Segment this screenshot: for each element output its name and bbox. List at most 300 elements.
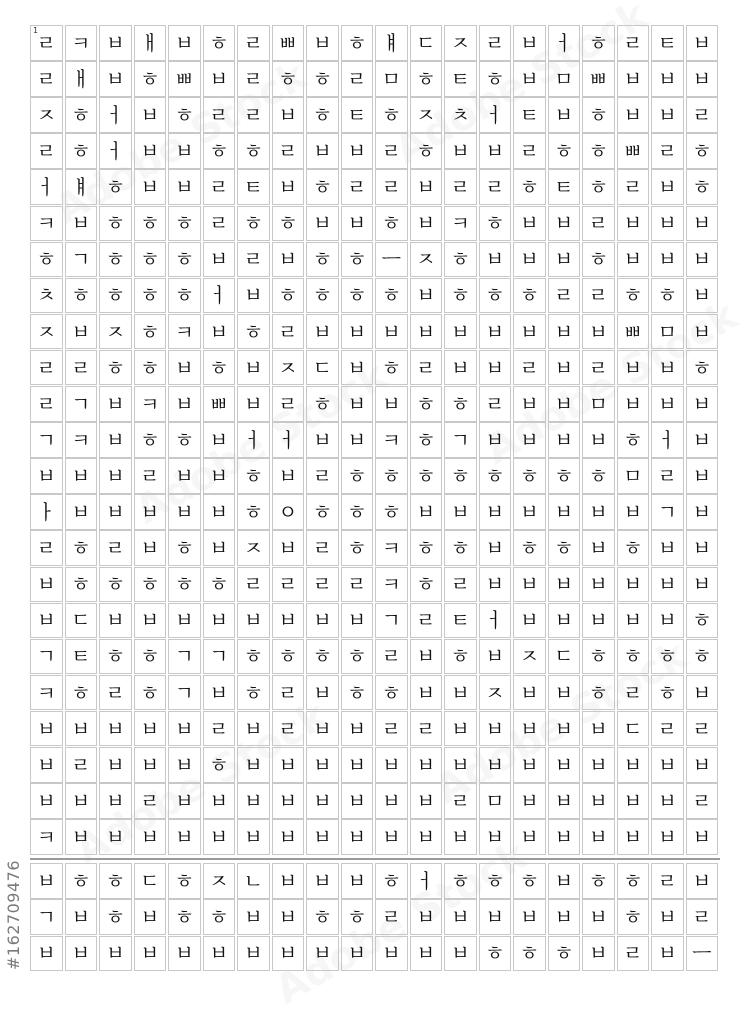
glyph-cell: ㅂ — [686, 530, 719, 566]
glyph-cell: ㅂ — [341, 206, 374, 242]
glyph-cell: ㄹ — [272, 314, 305, 350]
glyph-cell: ㅂ — [410, 819, 443, 855]
glyph-cell: ㅈ — [203, 863, 236, 899]
glyph-cell: ㅂ — [513, 899, 546, 935]
glyph-cell: ㅎ — [134, 350, 167, 386]
glyph-cell: ㅎ — [237, 458, 270, 494]
glyph-cell: ㅎ — [306, 494, 339, 530]
glyph-cell: ㅂ — [203, 458, 236, 494]
glyph-cell: ㅂ — [272, 603, 305, 639]
glyph-cell: ㅎ — [203, 350, 236, 386]
glyph-cell: ㅓ — [548, 25, 581, 61]
glyph-cell: ㅂ — [65, 819, 98, 855]
glyph-cell: ㅓ — [651, 422, 684, 458]
glyph-cell: ㅎ — [272, 61, 305, 97]
glyph-cell: ㅈ — [479, 675, 512, 711]
glyph-cell: ㅁ — [375, 61, 408, 97]
glyph-cell: ㅎ — [375, 863, 408, 899]
glyph-cell: ㅂ — [651, 350, 684, 386]
glyph-cell: ㄹ — [444, 169, 477, 205]
glyph-cell: ㅎ — [444, 386, 477, 422]
glyph-cell: ㅂ — [203, 819, 236, 855]
glyph-cell: ㅡ — [686, 936, 719, 972]
glyph-cell: ㅓ — [410, 863, 443, 899]
glyph-cell: ㅎ — [272, 206, 305, 242]
glyph-cell: ㅓ — [272, 422, 305, 458]
glyph-cell: ㄹ — [134, 783, 167, 819]
glyph-cell: ㅂ — [30, 783, 63, 819]
glyph-cell: ㅂ — [203, 242, 236, 278]
glyph-cell: ㅂ — [237, 819, 270, 855]
glyph-cell: ㅂ — [582, 603, 615, 639]
glyph-cell: ㅎ — [65, 567, 98, 603]
glyph-cell: ㅂ — [272, 863, 305, 899]
glyph-cell: ㅂ — [410, 278, 443, 314]
glyph-cell: ㅐ — [134, 25, 167, 61]
glyph-cell: ㅎ — [410, 61, 443, 97]
glyph-cell: ㅂ — [341, 747, 374, 783]
glyph-cell: ㅂ — [686, 422, 719, 458]
glyph-cell: ㅎ — [444, 458, 477, 494]
glyph-cell: ㅂ — [479, 133, 512, 169]
glyph-cell: ㅈ — [410, 242, 443, 278]
glyph-cell: ㅂ — [479, 711, 512, 747]
glyph-cell: ㅂ — [30, 567, 63, 603]
glyph-cell: ㅎ — [444, 278, 477, 314]
glyph-cell: ㅎ — [375, 350, 408, 386]
glyph-cell: ㅎ — [99, 169, 132, 205]
glyph-cell: ㄹ — [237, 567, 270, 603]
glyph-cell: ㄹ — [237, 61, 270, 97]
glyph-cell: ㅂ — [99, 422, 132, 458]
glyph-cell: ㄴ — [237, 863, 270, 899]
glyph-grid — [30, 25, 720, 965]
glyph-cell: ㅎ — [513, 278, 546, 314]
glyph-cell: ㅂ — [375, 783, 408, 819]
glyph-cell: ㅎ — [306, 386, 339, 422]
glyph-cell: ㅎ — [30, 242, 63, 278]
glyph-cell: ㅂ — [203, 494, 236, 530]
glyph-cell: ㅓ — [99, 133, 132, 169]
glyph-cell: ㅁ — [479, 783, 512, 819]
glyph-cell: ㅂ — [617, 61, 650, 97]
glyph-cell: ㅎ — [341, 458, 374, 494]
glyph-cell: ㅎ — [237, 639, 270, 675]
glyph-cell: ㅎ — [134, 639, 167, 675]
glyph-cell: ㅎ — [341, 25, 374, 61]
band-divider — [30, 858, 720, 860]
glyph-cell: ㅂ — [341, 819, 374, 855]
glyph-cell: ㅁ — [582, 386, 615, 422]
glyph-cell: ㅂ — [168, 819, 201, 855]
glyph-cell: ㅂ — [410, 783, 443, 819]
glyph-cell: ㅎ — [341, 242, 374, 278]
glyph-cell: ㄹ — [237, 25, 270, 61]
glyph-cell: ㅂ — [375, 386, 408, 422]
glyph-cell: ㅓ — [203, 278, 236, 314]
glyph-cell: ㅂ — [410, 206, 443, 242]
glyph-cell: ㅂ — [479, 494, 512, 530]
glyph-cell: ㅓ — [99, 97, 132, 133]
glyph-cell: ㄹ — [272, 133, 305, 169]
glyph-cell: ㄷ — [306, 350, 339, 386]
glyph-cell: ㅂ — [617, 206, 650, 242]
glyph-cell: ㅂ — [582, 422, 615, 458]
glyph-cell: ㅂ — [651, 206, 684, 242]
glyph-cell: ㅂ — [99, 936, 132, 972]
glyph-cell: ㅎ — [168, 863, 201, 899]
glyph-cell: ㅂ — [272, 936, 305, 972]
glyph-cell: ㅂ — [30, 458, 63, 494]
glyph-cell: ㅋ — [30, 206, 63, 242]
glyph-cell: ㅂ — [168, 936, 201, 972]
glyph-cell: ㅂ — [306, 314, 339, 350]
glyph-cell: ㄱ — [203, 639, 236, 675]
glyph-cell: ㅂ — [548, 863, 581, 899]
glyph-cell: ㄹ — [375, 169, 408, 205]
glyph-cell: ㅎ — [272, 639, 305, 675]
glyph-cell: ㅂ — [651, 567, 684, 603]
glyph-cell: ㅎ — [65, 863, 98, 899]
glyph-cell: ㅂ — [582, 783, 615, 819]
glyph-cell: ㅋ — [168, 314, 201, 350]
glyph-cell: ㄹ — [272, 711, 305, 747]
glyph-cell: ㅎ — [306, 97, 339, 133]
glyph-cell: ㅂ — [686, 567, 719, 603]
glyph-cell: ㅂ — [444, 747, 477, 783]
glyph-cell: ㅂ — [306, 819, 339, 855]
glyph-cell: ㄷ — [548, 639, 581, 675]
glyph-cell: ㄱ — [30, 639, 63, 675]
glyph-cell: ㅎ — [686, 133, 719, 169]
glyph-cell: ㅎ — [99, 899, 132, 935]
glyph-cell: ㅎ — [686, 603, 719, 639]
glyph-cell: ㅊ — [30, 278, 63, 314]
glyph-cell: ㅂ — [237, 936, 270, 972]
glyph-cell: ㅂ — [651, 936, 684, 972]
glyph-cell: ㄹ — [479, 169, 512, 205]
glyph-cell: ㅂ — [617, 747, 650, 783]
glyph-cell: ㅎ — [375, 458, 408, 494]
glyph-cell: ㅋ — [65, 25, 98, 61]
glyph-cell: ㅂ — [582, 494, 615, 530]
glyph-cell: ㅎ — [548, 458, 581, 494]
glyph-cell: ㅎ — [203, 899, 236, 935]
glyph-cell: ㅈ — [237, 530, 270, 566]
glyph-cell: ㄹ — [272, 567, 305, 603]
glyph-cell: ㄹ — [306, 530, 339, 566]
glyph-cell: ㅂ — [479, 314, 512, 350]
glyph-cell: ㅂ — [617, 242, 650, 278]
glyph-cell: ㅎ — [168, 422, 201, 458]
glyph-cell: ㅎ — [651, 639, 684, 675]
glyph-cell: ㅎ — [341, 899, 374, 935]
glyph-cell: ㅎ — [582, 242, 615, 278]
glyph-cell: ㅂ — [513, 675, 546, 711]
glyph-cell: ㅎ — [686, 639, 719, 675]
glyph-cell: ㄹ — [99, 530, 132, 566]
glyph-cell: ㅎ — [617, 863, 650, 899]
glyph-cell: ㅂ — [444, 350, 477, 386]
glyph-cell: ㅈ — [99, 314, 132, 350]
glyph-cell: ㅂ — [99, 603, 132, 639]
glyph-cell: ㄹ — [30, 530, 63, 566]
glyph-cell: ㅎ — [617, 278, 650, 314]
glyph-cell: ㅎ — [582, 169, 615, 205]
glyph-cell: ㅂ — [582, 747, 615, 783]
glyph-cell: ㅎ — [513, 863, 546, 899]
glyph-cell: ㅏ — [30, 494, 63, 530]
glyph-cell: ㄹ — [617, 675, 650, 711]
glyph-cell: ㅂ — [375, 314, 408, 350]
glyph-cell: ㅁ — [617, 458, 650, 494]
glyph-cell: ㅂ — [30, 863, 63, 899]
glyph-cell: ㄷ — [65, 603, 98, 639]
glyph-cell: ㅂ — [686, 747, 719, 783]
glyph-cell: ㅂ — [306, 133, 339, 169]
glyph-cell: ㅂ — [582, 711, 615, 747]
glyph-cell: ㄹ — [272, 386, 305, 422]
glyph-cell: ㄹ — [375, 133, 408, 169]
glyph-cell: ㅂ — [99, 494, 132, 530]
glyph-cell: ㅎ — [65, 530, 98, 566]
glyph-cell: ㅂ — [548, 711, 581, 747]
glyph-cell: ㄹ — [306, 458, 339, 494]
glyph-cell: ㅂ — [444, 494, 477, 530]
glyph-cell: ㄹ — [65, 747, 98, 783]
glyph-cell: ㅂ — [686, 819, 719, 855]
glyph-cell: ㄹ — [651, 863, 684, 899]
glyph-cell: ㄹ — [617, 169, 650, 205]
glyph-cell: ㅂ — [548, 675, 581, 711]
glyph-cell: ㅎ — [651, 675, 684, 711]
glyph-cell: ㄹ — [410, 711, 443, 747]
glyph-cell: ㅂ — [444, 819, 477, 855]
glyph-cell: ㅂ — [237, 783, 270, 819]
glyph-cell: ㅎ — [617, 530, 650, 566]
glyph-cell: ㅎ — [513, 458, 546, 494]
glyph-cell: ㅎ — [341, 639, 374, 675]
glyph-cell: ㅎ — [237, 206, 270, 242]
glyph-cell: ㅎ — [237, 675, 270, 711]
glyph-cell: ㄹ — [582, 350, 615, 386]
glyph-cell: ㅂ — [548, 206, 581, 242]
glyph-cell: ㅎ — [479, 206, 512, 242]
glyph-cell: ㅎ — [237, 133, 270, 169]
glyph-cell: ㄹ — [306, 567, 339, 603]
glyph-cell: ㅂ — [168, 711, 201, 747]
glyph-cell: ㅂ — [168, 747, 201, 783]
glyph-cell: ㅎ — [444, 639, 477, 675]
glyph-cell: ㅂ — [341, 133, 374, 169]
glyph-cell: ㅋ — [375, 530, 408, 566]
glyph-cell: ㄹ — [375, 711, 408, 747]
glyph-cell: ㅂ — [341, 783, 374, 819]
glyph-cell: ㅂ — [134, 936, 167, 972]
glyph-cell: ㄹ — [410, 603, 443, 639]
glyph-cell: ㅒ — [375, 25, 408, 61]
glyph-cell: ㅎ — [410, 133, 443, 169]
glyph-cell: ㅂ — [30, 747, 63, 783]
glyph-cell: ㅂ — [513, 422, 546, 458]
glyph-cell: ㅎ — [168, 206, 201, 242]
glyph-cell: ㅎ — [513, 169, 546, 205]
glyph-cell: ㅈ — [410, 97, 443, 133]
glyph-cell: ㅎ — [582, 675, 615, 711]
glyph-cell: ㅂ — [341, 603, 374, 639]
glyph-cell: ㅎ — [99, 350, 132, 386]
glyph-cell: ㅎ — [99, 639, 132, 675]
glyph-cell: ㄹ — [30, 61, 63, 97]
glyph-cell: ㅂ — [99, 783, 132, 819]
glyph-cell: ㅎ — [582, 133, 615, 169]
glyph-cell: ㅎ — [582, 863, 615, 899]
glyph-cell: ㅓ — [30, 169, 63, 205]
glyph-cell: ㅂ — [686, 278, 719, 314]
glyph-cell: ㄹ — [686, 97, 719, 133]
glyph-cell: ㅂ — [410, 899, 443, 935]
glyph-cell: ㄹ — [548, 278, 581, 314]
glyph-cell: ㅂ — [513, 61, 546, 97]
glyph-cell: ㅂ — [651, 242, 684, 278]
glyph-cell: ㅂ — [548, 386, 581, 422]
glyph-cell: ㄹ — [30, 133, 63, 169]
glyph-cell: ㅂ — [548, 567, 581, 603]
glyph-cell: ㅂ — [306, 747, 339, 783]
glyph-cell: ㅎ — [582, 97, 615, 133]
glyph-cell: ㅂ — [134, 819, 167, 855]
glyph-cell: ㅂ — [99, 458, 132, 494]
glyph-cell: ㄹ — [237, 97, 270, 133]
glyph-cell: ㅂ — [168, 386, 201, 422]
glyph-cell: ㅂ — [99, 61, 132, 97]
glyph-cell: ㅂ — [203, 530, 236, 566]
glyph-cell: ㅌ — [237, 169, 270, 205]
glyph-cell: ㅃ — [203, 386, 236, 422]
glyph-cell: ㅂ — [134, 899, 167, 935]
glyph-cell: ㅎ — [65, 278, 98, 314]
glyph-cell: ㅂ — [237, 350, 270, 386]
glyph-cell: ㅂ — [513, 711, 546, 747]
glyph-cell: ㅂ — [548, 422, 581, 458]
glyph-cell: ㅎ — [548, 936, 581, 972]
glyph-cell: ㅎ — [617, 639, 650, 675]
glyph-cell: ㅂ — [203, 783, 236, 819]
glyph-cell: ㅌ — [444, 61, 477, 97]
glyph-cell: ㅂ — [237, 899, 270, 935]
glyph-cell: ㅂ — [513, 386, 546, 422]
glyph-cell: ㅎ — [99, 567, 132, 603]
glyph-cell: ㄹ — [341, 61, 374, 97]
glyph-cell: ㅂ — [134, 169, 167, 205]
glyph-cell: ㅂ — [651, 747, 684, 783]
glyph-cell: ㅎ — [134, 567, 167, 603]
glyph-cell: ㅂ — [582, 819, 615, 855]
glyph-cell: ㅎ — [203, 567, 236, 603]
glyph-cell: ㅂ — [479, 567, 512, 603]
glyph-cell: ㅓ — [237, 422, 270, 458]
glyph-cell: ㅎ — [410, 530, 443, 566]
glyph-cell: ㅂ — [272, 169, 305, 205]
glyph-cell: ㅂ — [410, 936, 443, 972]
glyph-cell: ㅎ — [306, 242, 339, 278]
glyph-cell: ㅋ — [375, 567, 408, 603]
glyph-cell: ㄹ — [134, 458, 167, 494]
glyph-cell: ㅂ — [65, 936, 98, 972]
corner-mark: 1 — [33, 26, 39, 35]
glyph-cell: ㄹ — [444, 567, 477, 603]
glyph-cell: ㅂ — [272, 747, 305, 783]
glyph-cell: ㅂ — [651, 899, 684, 935]
glyph-cell: ㅂ — [30, 603, 63, 639]
glyph-cell: ㅂ — [237, 386, 270, 422]
glyph-cell: ㅂ — [203, 422, 236, 458]
glyph-cell: ㅂ — [168, 783, 201, 819]
glyph-cell: ㅎ — [168, 567, 201, 603]
glyph-cell: ㅎ — [168, 278, 201, 314]
glyph-cell: ㅂ — [168, 458, 201, 494]
glyph-cell: ㅂ — [306, 25, 339, 61]
glyph-cell: ㄹ — [272, 675, 305, 711]
glyph-cell: ㅂ — [651, 530, 684, 566]
glyph-cell: ㅡ — [375, 242, 408, 278]
glyph-cell: ㅈ — [272, 350, 305, 386]
glyph-cell: ㅒ — [65, 169, 98, 205]
glyph-cell: ㅂ — [306, 783, 339, 819]
glyph-cell: ㅂ — [237, 603, 270, 639]
glyph-cell: ㅂ — [479, 819, 512, 855]
glyph-cell: ㅊ — [444, 97, 477, 133]
glyph-cell: ㅂ — [444, 314, 477, 350]
glyph-cell: ㅂ — [306, 206, 339, 242]
glyph-cell: ㅂ — [134, 494, 167, 530]
glyph-cell: ㅎ — [479, 863, 512, 899]
glyph-cell: ㅂ — [651, 61, 684, 97]
glyph-cell: ㅂ — [548, 819, 581, 855]
glyph-cell: ㅂ — [686, 458, 719, 494]
glyph-cell: ㅂ — [168, 169, 201, 205]
glyph-cell: ㄹ — [686, 711, 719, 747]
glyph-cell: ㅂ — [30, 936, 63, 972]
glyph-cell: ㄱ — [168, 639, 201, 675]
glyph-cell: ㅂ — [686, 494, 719, 530]
glyph-cell: ㅂ — [65, 899, 98, 935]
glyph-cell: ㅎ — [444, 863, 477, 899]
glyph-cell: ㄹ — [582, 278, 615, 314]
glyph-cell: ㅎ — [479, 61, 512, 97]
glyph-cell: ㅂ — [513, 25, 546, 61]
glyph-cell: ㅃ — [617, 133, 650, 169]
glyph-cell: ㅂ — [306, 936, 339, 972]
glyph-cell: ㄱ — [65, 242, 98, 278]
glyph-cell: ㅂ — [651, 169, 684, 205]
glyph-cell: ㅂ — [479, 747, 512, 783]
glyph-cell: ㅂ — [237, 747, 270, 783]
glyph-cell: ㅂ — [513, 603, 546, 639]
glyph-cell: ㄹ — [375, 899, 408, 935]
glyph-cell: ㅋ — [30, 675, 63, 711]
glyph-cell: ㅎ — [134, 314, 167, 350]
glyph-cell: ㅂ — [582, 567, 615, 603]
glyph-cell: ㅌ — [548, 169, 581, 205]
glyph-cell: ㅂ — [617, 567, 650, 603]
glyph-cell: ㅋ — [134, 386, 167, 422]
glyph-cell: ㅎ — [306, 278, 339, 314]
glyph-cell: ㅂ — [548, 350, 581, 386]
glyph-cell: ㄹ — [444, 783, 477, 819]
glyph-cell: ㅇ — [272, 494, 305, 530]
glyph-cell: ㅎ — [134, 242, 167, 278]
